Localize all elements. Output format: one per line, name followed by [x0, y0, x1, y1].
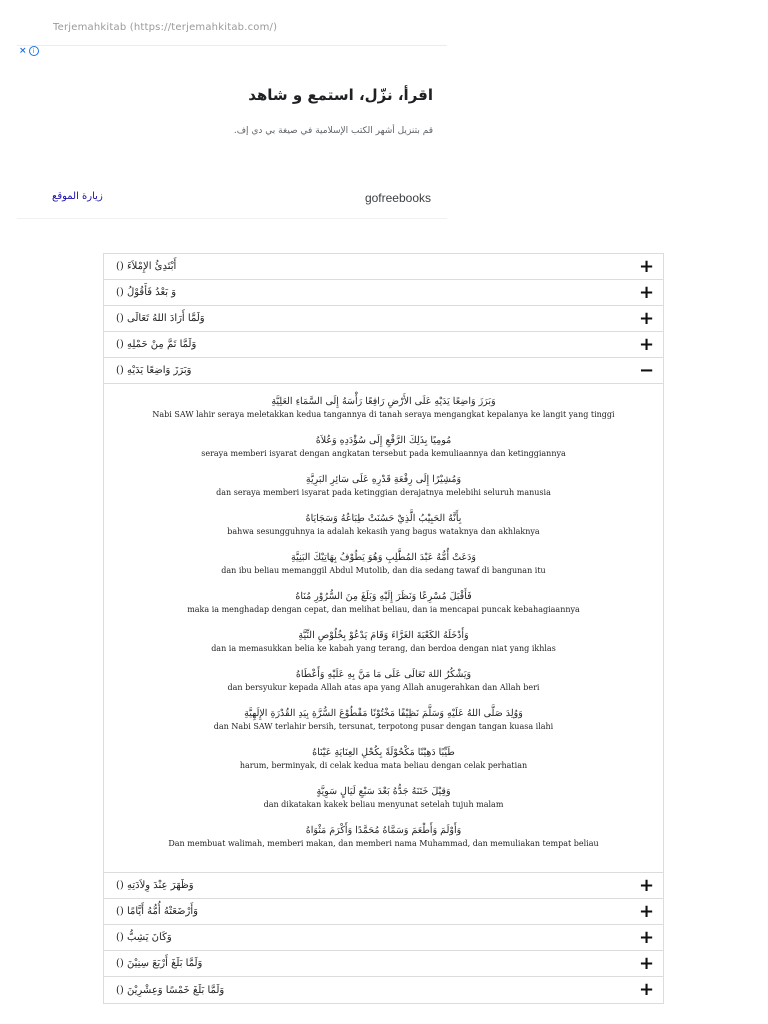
ad-description: قم بتنزيل أشهر الكتب الإسلامية في صيغة بي دي إف. [233, 126, 433, 136]
plus-icon[interactable]: + [639, 255, 655, 277]
plus-icon[interactable]: + [639, 926, 655, 948]
verse [104, 427, 663, 466]
verse-translation: Nabi SAW lahir seraya meletakkan kedua tangannya di tanah seraya mengangkat kepalanya ke langit yang tinggi [152, 409, 615, 419]
verse-translation: dan Nabi SAW terlahir bersih, tersunat, terpotong pusar dengan tangan kuasa ilahi [213, 721, 554, 731]
verse-translation: dan ibu beliau memanggil Abdul Mutolib, dan dia sedang tawaf di bangunan itu [221, 565, 546, 575]
accordion-item [104, 873, 663, 899]
accordion-body [104, 384, 663, 873]
verse [104, 583, 663, 622]
verse [104, 544, 663, 583]
verse-arabic: وَقِيْلَ خَتَنَهُ جَدُّهُ بَعْدَ سَبْعِ لَيَالٍ سَوِيَّةٍ [316, 785, 451, 797]
accordion-title: () وَلَمَّا بَلَغَ خَمْسًا وَعِشْرِيْنَ [116, 984, 225, 996]
accordion-title: () وَبَرَزَ وَاضِعًا يَدَيْهِ [116, 365, 192, 376]
verse-translation: Dan membuat walimah, memberi makan, dan memberi nama Muhammad, dan memuliakan tempat beliau [168, 838, 599, 848]
accordion-header[interactable] [104, 873, 663, 899]
verse [104, 739, 663, 778]
accordion-title: () وَلَمَّا بَلَغَ أَرْبَعَ سِنِيْنَ [116, 958, 203, 969]
plus-icon[interactable]: + [639, 900, 655, 922]
info-icon[interactable]: i [29, 46, 39, 56]
verse-arabic: بِأَنَّهُ الحَبِيْبُ الَّذِيْ حَسُنَتْ طِبَاعُهُ وَسَجَايَاهُ [305, 512, 462, 524]
verse [104, 505, 663, 544]
accordion-header[interactable] [104, 254, 663, 280]
verse-arabic: فَأَقْبَلَ مُسْرِعًا وَنَظَرَ إِلَيْهِ وَبَلَغَ مِنَ السُّرُوْرِ مُنَاهُ [295, 590, 472, 602]
verse-translation: dan ia memasukkan belia ke kabah yang terang, dan berdoa dengan niat yang ikhlas [211, 643, 556, 653]
verse-arabic: وَبَرَزَ وَاضِعًا يَدَيْهِ عَلَى الأَرْضِ رَافِعًا رَأْسَهُ إِلَى السَّمَاءِ العَلِيَّةِ [271, 395, 496, 407]
verse-arabic: طَيِّبًا دَهِيْنًا مَكْحُوْلَةً بِكُحْلِ العِنَايَةِ عَيْنَاهُ [312, 746, 455, 758]
verse [104, 388, 663, 427]
chapter-accordion [103, 253, 664, 1004]
ad-controls[interactable] [19, 46, 39, 56]
visit-site-link[interactable]: زيارة الموقع [52, 191, 103, 202]
verse [104, 622, 663, 661]
verse-translation: maka ia menghadap dengan cepat, dan melihat beliau, dan ia mencapai puncak kebahagiaannya [187, 604, 580, 614]
plus-icon[interactable]: + [639, 281, 655, 303]
verse [104, 700, 663, 739]
accordion-item [104, 254, 663, 280]
verse-translation: harum, berminyak, di celak kedua mata beliau dengan celak perhatian [239, 760, 528, 770]
accordion-item [104, 899, 663, 925]
verse-translation: seraya memberi isyarat dengan angkatan tersebut pada kemuliaannya dan ketinggiannya [201, 448, 566, 458]
accordion-title: () وَلَمَّا أَرَادَ اللهُ تَعَالَى [116, 313, 205, 324]
plus-icon[interactable]: + [639, 979, 655, 1000]
verse [104, 466, 663, 505]
accordion-header[interactable] [104, 306, 663, 332]
verse [104, 778, 663, 817]
accordion-item [104, 280, 663, 306]
accordion-item [104, 951, 663, 977]
accordion-item [104, 332, 663, 358]
accordion-item [104, 306, 663, 332]
verse-translation: bahwa sesungguhnya ia adalah kekasih yang bagus wataknya dan akhlaknya [227, 526, 540, 536]
verse-translation: dan dikatakan kakek beliau menyunat setelah tujuh malam [263, 799, 504, 809]
plus-icon[interactable]: + [639, 307, 655, 329]
verse [104, 661, 663, 700]
verse-arabic: مُومِيًا بِذَلِكَ الرَّفْعِ إِلَى سُؤْدَدِهِ وَعُلاَهُ [315, 434, 452, 446]
verse-arabic: وَدَعَتْ أُمُّهُ عَبْدَ المُطَّلِبِ وَهُوَ يَطُوْفُ بِهَاتِيْكَ البَنِيَّةِ [291, 551, 476, 563]
accordion-header[interactable] [104, 899, 663, 925]
accordion-title: () وَكَانَ يَشِبُّ [116, 932, 172, 943]
accordion-title: () وَ بَعْدُ فَأَقُوْلُ [116, 287, 177, 298]
accordion-header[interactable] [104, 358, 663, 384]
verse-arabic: وَوُلِدَ صَلَّى اللهُ عَلَيْهِ وَسَلَّمَ نَظِيْفًا مَخْتُوْنًا مَقْطُوْعَ السُّرَّةِ بِيَدِ القُدْرَةِ الإِلَهِيَّةِ [244, 707, 523, 719]
verse-translation: dan seraya memberi isyarat pada ketinggian derajatnya melebihi seluruh manusia [216, 487, 551, 497]
accordion-header[interactable] [104, 977, 663, 1003]
verse-arabic: وَأَدْخَلَهُ الكَعْبَةَ الغَرَّاءَ وَقَامَ يَدْعُوْ بِخُلُوْصِ النِّيَّةِ [298, 629, 469, 641]
verse-translation: dan bersyukur kepada Allah atas apa yang Allah anugerahkan dan Allah beri [227, 682, 540, 692]
verse-arabic: وَيَشْكُرُ اللهَ تَعَالَى عَلَى مَا مَنَّ بِهِ عَلَيْهِ وَأَعْطَاهُ [295, 668, 472, 680]
verse-arabic: وَمُشِيْرًا إِلَى رِفْعَةِ قَدْرِهِ عَلَى سَائِرِ البَرِيَّةِ [305, 473, 462, 485]
accordion-item-expanded [104, 358, 663, 873]
plus-icon[interactable]: + [639, 333, 655, 355]
site-header[interactable]: Terjemahkitab (https://terjemahkitab.com/) [53, 22, 278, 33]
accordion-item [104, 925, 663, 951]
plus-icon[interactable]: + [639, 952, 655, 974]
minus-icon[interactable]: − [639, 359, 655, 381]
accordion-header[interactable] [104, 280, 663, 306]
accordion-header[interactable] [104, 951, 663, 977]
plus-icon[interactable]: + [639, 874, 655, 896]
accordion-title: () أَبْتَدِئُ الإِمْلاَءَ [116, 261, 177, 272]
verse-arabic: وَأَوْلَمَ وَأَطْعَمَ وَسَمَّاهُ مُحَمَّدًا وَأَكْرَمَ مَثْوَاهُ [305, 824, 462, 836]
accordion-title: () وَأَرْضَعَتْهُ أُمُّهُ أَيَّامًا [116, 906, 198, 917]
accordion-item [104, 977, 663, 1003]
accordion-title: () وَظَهَرَ عِنْدَ وِلاَدَتِهِ [116, 880, 194, 891]
verse [104, 817, 663, 856]
accordion-title: () وَلَمَّا تَمَّ مِنْ حَمْلِهِ [116, 339, 197, 350]
ad-title[interactable]: اقرأ، نزّل، استمع و شاهد [248, 86, 433, 104]
ad-banner[interactable] [17, 45, 447, 219]
accordion-header[interactable] [104, 925, 663, 951]
ad-brand[interactable]: gofreebooks [364, 191, 431, 205]
accordion-header[interactable] [104, 332, 663, 358]
close-icon[interactable]: × [19, 46, 27, 56]
